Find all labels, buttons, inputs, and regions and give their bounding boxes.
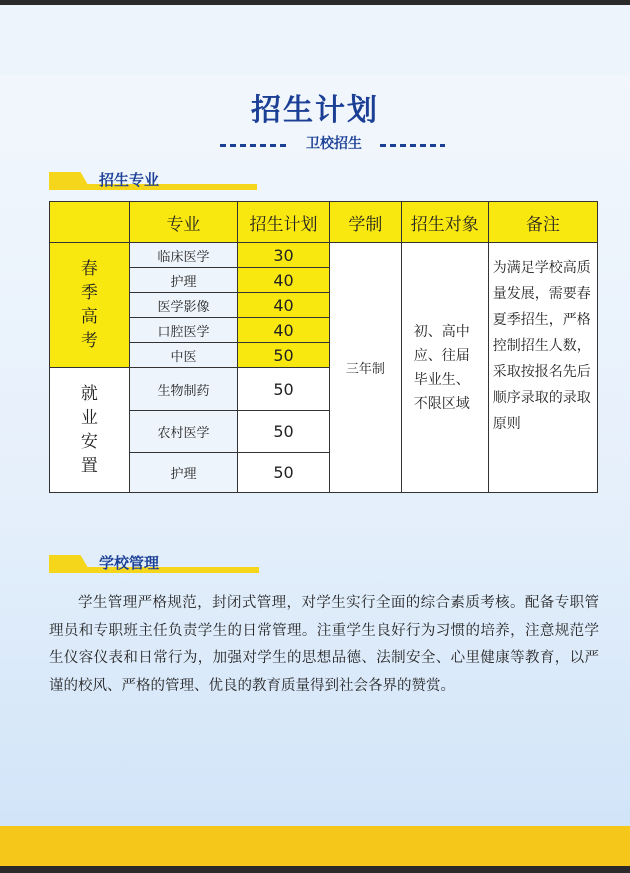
major-cell: 护理 bbox=[129, 453, 237, 493]
plan-cell: 40 bbox=[238, 293, 330, 318]
group-cell-employment bbox=[50, 368, 130, 493]
bottom-bar bbox=[0, 866, 630, 873]
major-cell: 中医 bbox=[129, 343, 237, 368]
note-cell bbox=[488, 243, 597, 493]
target-text: 初、高中应、往届毕业生、不限区域 bbox=[413, 323, 470, 412]
group-label: 春季高考 bbox=[80, 259, 98, 351]
footer-band bbox=[0, 826, 630, 866]
table-header-row bbox=[50, 202, 598, 243]
target-cell bbox=[401, 243, 488, 493]
plan-cell: 50 bbox=[238, 368, 330, 411]
major-cell: 口腔医学 bbox=[129, 318, 237, 343]
table-header: 招生计划 bbox=[238, 202, 330, 243]
subtitle-dash-left bbox=[220, 144, 288, 147]
plan-cell: 50 bbox=[238, 453, 330, 493]
table-header-corner bbox=[50, 202, 130, 243]
table-header: 专业 bbox=[129, 202, 237, 243]
subtitle: 卫校招生 bbox=[306, 136, 362, 152]
major-cell: 农村医学 bbox=[129, 411, 237, 453]
plan-cell: 40 bbox=[238, 268, 330, 293]
section-tab bbox=[49, 555, 91, 573]
table-row bbox=[50, 243, 598, 268]
group-label: 就业安置 bbox=[80, 384, 98, 476]
plan-cell: 40 bbox=[238, 318, 330, 343]
major-cell: 医学影像 bbox=[129, 293, 237, 318]
header-band bbox=[0, 5, 630, 75]
plan-cell: 50 bbox=[238, 411, 330, 453]
plan-cell: 30 bbox=[238, 243, 330, 268]
table-header: 备注 bbox=[488, 202, 597, 243]
section-title: 招生专业 bbox=[99, 171, 160, 189]
major-cell: 生物制药 bbox=[129, 368, 237, 411]
page-title: 招生计划 bbox=[251, 93, 379, 128]
plan-cell: 50 bbox=[238, 343, 330, 368]
major-cell: 护理 bbox=[129, 268, 237, 293]
section-heading-management bbox=[49, 553, 259, 573]
management-paragraph: 学生管理严格规范，封闭式管理，对学生实行全面的综合素质考核。配备专职管理员和专职班主任负责学生的日常管理。注重学生良好行为习惯的培养，注意规范学生仪容仪表和日常行为，加强对学生的思想品德、法制安全、心里健康等教育，以严谨的校风、严格的管理、优良的教育质量得到社会各界的赞赏。 bbox=[49, 595, 599, 694]
duration-text: 三年制 bbox=[345, 362, 385, 377]
table-header: 学制 bbox=[330, 202, 402, 243]
major-cell: 临床医学 bbox=[129, 243, 237, 268]
group-cell-spring-exam bbox=[50, 243, 130, 368]
section-title: 学校管理 bbox=[99, 554, 160, 572]
note-text: 为满足学校高质量发展，需要春夏季招生，严格控制招生人数，采取按报名先后顺序录取的录取原则 bbox=[492, 260, 591, 432]
section-tab bbox=[49, 172, 91, 190]
section-heading-majors bbox=[49, 170, 257, 190]
duration-cell bbox=[330, 243, 402, 493]
subtitle-row bbox=[220, 133, 445, 157]
table-header: 招生对象 bbox=[401, 202, 488, 243]
enrollment-table bbox=[49, 201, 598, 493]
subtitle-dash-right bbox=[380, 144, 445, 147]
